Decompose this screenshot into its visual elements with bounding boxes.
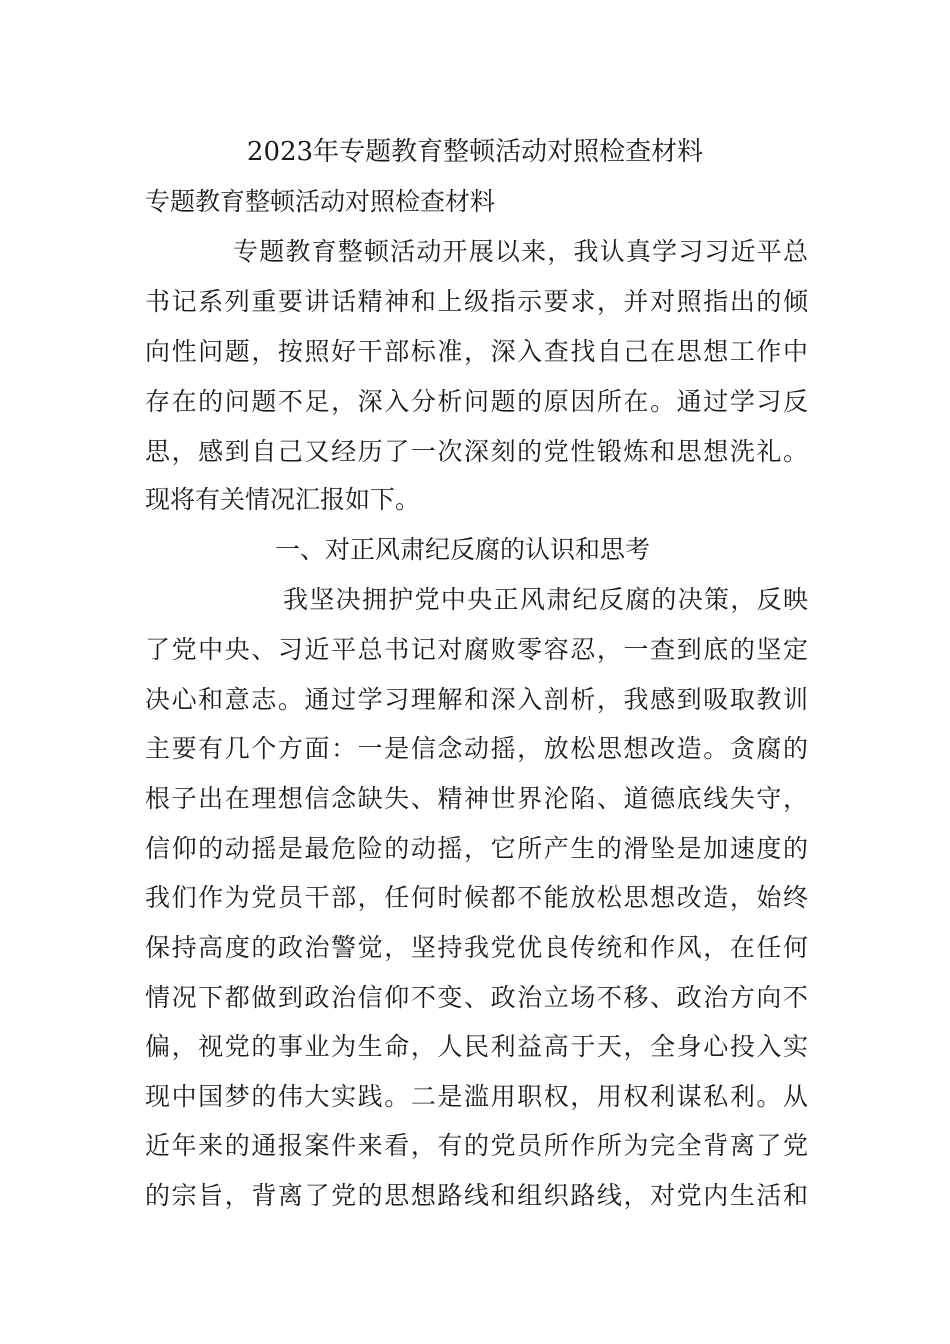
document-subtitle: 专题教育整顿活动对照检查材料 <box>145 187 496 216</box>
paragraph-line: 的宗旨，背离了党的思想路线和组织路线，对党内生活和 <box>145 1181 808 1210</box>
document-title: 2023年专题教育整顿活动对照检查材料 <box>246 137 704 167</box>
paragraph-line: 主要有几个方面：一是信念动摇，放松思想改造。贪腐的 <box>145 734 808 763</box>
paragraph-line: 偏，视党的事业为生命，人民利益高于天，全身心投入实 <box>145 1032 808 1061</box>
paragraph-line: 现将有关情况汇报如下。 <box>145 485 421 514</box>
paragraph-line: 保持高度的政治警觉，坚持我党优良传统和作风，在任何 <box>145 933 808 962</box>
paragraph-line: 近年来的通报案件来看，有的党员所作所为完全背离了党 <box>145 1131 808 1160</box>
paragraph-line: 向性问题，按照好干部标准，深入查找自己在思想工作中 <box>145 337 808 366</box>
paragraph-line: 书记系列重要讲话精神和上级指示要求，并对照指出的倾 <box>145 287 808 316</box>
paragraph-line: 了党中央、习近平总书记对腐败零容忍，一查到底的坚定 <box>145 635 808 664</box>
paragraph-line: 情况下都做到政治信仰不变、政治立场不移、政治方向不 <box>145 983 808 1012</box>
paragraph-line: 根子出在理想信念缺失、精神世界沦陷、道德底线失守， <box>145 784 808 813</box>
paragraph-line: 我们作为党员干部，任何时候都不能放松思想改造，始终 <box>145 883 808 912</box>
paragraph-line: 专题教育整顿活动开展以来，我认真学习习近平总 <box>233 237 808 266</box>
paragraph-line: 信仰的动摇是最危险的动摇，它所产生的滑坠是加速度的 <box>145 834 808 863</box>
paragraph-line: 现中国梦的伟大实践。二是滥用职权，用权利谋私利。从 <box>145 1082 808 1111</box>
section-heading: 一、对正风肃纪反腐的认识和思考 <box>275 535 651 564</box>
paragraph-line: 决心和意志。通过学习理解和深入剖析，我感到吸取教训 <box>145 685 808 714</box>
paragraph-line: 思，感到自己又经历了一次深刻的党性锻炼和思想洗礼。 <box>145 437 808 466</box>
paragraph-line: 我坚决拥护党中央正风肃纪反腐的决策，反映 <box>283 585 808 614</box>
paragraph-line: 存在的问题不足，深入分析问题的原因所在。通过学习反 <box>145 387 808 416</box>
